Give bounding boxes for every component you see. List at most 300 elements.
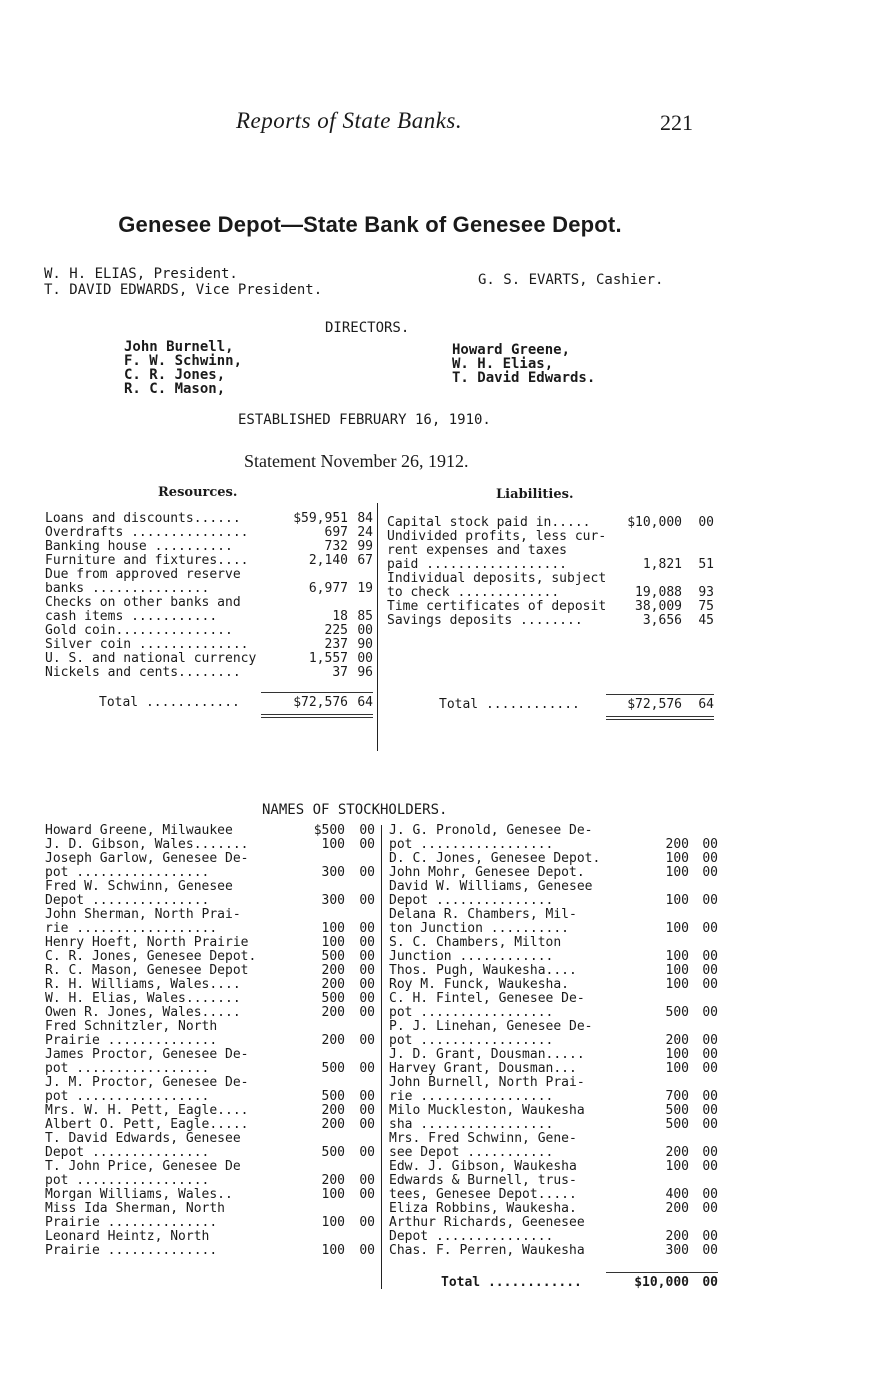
directors-heading: DIRECTORS.	[325, 320, 410, 336]
stockholder-row-cents: 00	[359, 991, 375, 1006]
stockholder-row-dollars: $500	[313, 823, 345, 838]
resource-row-dollars: 732	[324, 539, 348, 554]
stockholder-row-dollars: 100	[665, 893, 689, 908]
stockholder-row	[45, 852, 375, 866]
resource-row-cents: 99	[357, 539, 373, 554]
stockholder-row-cents: 00	[702, 949, 718, 964]
stockholder-row-dollars: 200	[321, 977, 345, 992]
stockholder-row	[45, 1090, 375, 1104]
stockholder-row	[389, 1062, 719, 1076]
liability-row-label: Capital stock paid in.....	[387, 515, 591, 530]
stockholder-row-dollars: 100	[665, 1061, 689, 1076]
resource-row-cents: 24	[357, 525, 373, 540]
resource-row-label: U. S. and national currency	[45, 651, 257, 666]
stockholder-row-cents: 00	[702, 1089, 718, 1104]
statement-date: Statement November 26, 1912.	[244, 451, 469, 471]
stockholder-row-label: pot .................	[389, 1033, 554, 1048]
director-name: W. H. Elias,	[452, 356, 554, 372]
stockholder-row	[389, 852, 719, 866]
stockholders-divider	[381, 825, 382, 1289]
stockholder-row-label: John Sherman, North Prai-	[45, 907, 241, 922]
stockholder-row-cents: 00	[359, 1061, 375, 1076]
resource-row-cents: 00	[357, 651, 373, 666]
stockholder-row-dollars: 100	[321, 1215, 345, 1230]
resource-row-label: Gold coin...............	[45, 623, 233, 638]
stockholder-row-cents: 00	[702, 1159, 718, 1174]
resource-row-label: Loans and discounts......	[45, 511, 241, 526]
stockholder-row-label: Joseph Garlow, Genesee De-	[45, 851, 249, 866]
resource-row	[45, 554, 375, 568]
director-name: T. David Edwards.	[452, 370, 596, 386]
stockholder-row-cents: 00	[359, 1145, 375, 1160]
stockholder-row-label: J. D. Grant, Dousman.....	[389, 1047, 585, 1062]
stockholder-row-label: John Mohr, Genesee Depot.	[389, 865, 585, 880]
stockholder-row-dollars: 500	[321, 1061, 345, 1076]
stockholder-row-cents: 00	[359, 921, 375, 936]
stockholder-row	[45, 992, 375, 1006]
stockholder-row-label: Mrs. W. H. Pett, Eagle....	[45, 1103, 249, 1118]
stockholder-row-cents: 00	[359, 1243, 375, 1258]
stockholder-row-cents: 00	[702, 1061, 718, 1076]
stockholder-row-dollars: 200	[665, 1229, 689, 1244]
stockholder-row-cents: 00	[359, 1187, 375, 1202]
stockholder-row-dollars: 200	[321, 1103, 345, 1118]
liability-row	[387, 530, 717, 544]
liability-row-dollars: 38,009	[635, 599, 682, 614]
stockholder-row	[45, 964, 375, 978]
resource-row	[45, 526, 375, 540]
resource-row-label: cash items ...........	[45, 609, 218, 624]
stockholder-row-label: Prairie ..............	[45, 1243, 218, 1258]
stockholder-row-label: Henry Hoeft, North Prairie	[45, 935, 249, 950]
stockholder-row-dollars: 100	[321, 1243, 345, 1258]
stockholder-row-label: ton Junction ..........	[389, 921, 570, 936]
stockholder-row-label: Howard Greene, Milwaukee	[45, 823, 233, 838]
stockholder-row-label: Thos. Pugh, Waukesha....	[389, 963, 577, 978]
stockholder-row-dollars: 300	[321, 893, 345, 908]
stockholder-row	[389, 894, 719, 908]
stockholder-row-cents: 00	[702, 837, 718, 852]
resource-row-dollars: $59,951	[293, 511, 348, 526]
stockholder-row-dollars: 500	[321, 949, 345, 964]
stockholder-row-cents: 00	[359, 1173, 375, 1188]
stockholder-row-label: rie .................	[389, 1089, 554, 1104]
resource-row-cents: 19	[357, 581, 373, 596]
stockholder-row-label: pot .................	[389, 837, 554, 852]
stockholder-row-dollars: 500	[321, 1145, 345, 1160]
stockholder-row	[389, 866, 719, 880]
director-name: Howard Greene,	[452, 342, 571, 358]
stockholder-row-label: Depot ...............	[389, 893, 554, 908]
liability-row-label: Savings deposits ........	[387, 613, 583, 628]
stockholder-row-dollars: 100	[665, 865, 689, 880]
resource-row-label: Nickels and cents........	[45, 665, 241, 680]
liability-row-cents: 45	[698, 613, 714, 628]
stockholder-row-dollars: 500	[321, 1089, 345, 1104]
stockholder-row-label: Chas. F. Perren, Waukesha	[389, 1243, 585, 1258]
stockholder-row	[389, 936, 719, 950]
total-dollars: $72,576	[293, 695, 348, 710]
stockholder-row-label: pot .................	[45, 1061, 210, 1076]
stockholder-row	[389, 1118, 719, 1132]
stockholder-row-label: T. John Price, Genesee De	[45, 1159, 241, 1174]
resource-row	[45, 666, 375, 680]
directors-left-list	[124, 340, 242, 396]
directors-right-list	[452, 343, 595, 385]
stockholder-row-label: Albert O. Pett, Eagle.....	[45, 1117, 249, 1132]
stockholder-row-cents: 00	[702, 1103, 718, 1118]
stockholder-row-cents: 00	[702, 921, 718, 936]
stockholder-row-label: tees, Genesee Depot.....	[389, 1187, 577, 1202]
resource-row	[45, 568, 375, 582]
liability-row-dollars: 19,088	[635, 585, 682, 600]
stockholder-row-dollars: 200	[321, 1005, 345, 1020]
stockholder-row	[45, 838, 375, 852]
stockholder-row-cents: 00	[359, 1117, 375, 1132]
stockholder-row-cents: 00	[359, 1033, 375, 1048]
stockholder-row	[389, 950, 719, 964]
stockholder-row	[389, 1048, 719, 1062]
stockholder-row-label: Fred W. Schwinn, Genesee	[45, 879, 233, 894]
stockholder-row	[389, 880, 719, 894]
total-cents: 64	[357, 695, 373, 710]
stockholder-row-cents: 00	[359, 977, 375, 992]
total-row	[387, 698, 717, 712]
stockholder-row-dollars: 100	[665, 963, 689, 978]
stockholder-row-label: Miss Ida Sherman, North	[45, 1201, 226, 1216]
stockholder-row-dollars: 200	[321, 1117, 345, 1132]
liability-row-label: Undivided profits, less cur-	[387, 529, 607, 544]
stockholder-row-label: Delana R. Chambers, Mil-	[389, 907, 577, 922]
stockholder-row-label: T. David Edwards, Genesee	[45, 1131, 241, 1146]
stockholder-row-label: Prairie ..............	[45, 1215, 218, 1230]
stockholder-row	[389, 838, 719, 852]
resource-row-dollars: 37	[332, 665, 348, 680]
resource-row-dollars: 225	[324, 623, 348, 638]
stockholder-row-cents: 00	[359, 1103, 375, 1118]
stockholder-row	[45, 1048, 375, 1062]
stockholder-row-cents: 00	[359, 1089, 375, 1104]
total-rule	[261, 692, 373, 693]
stockholder-row-label: Edwards & Burnell, trus-	[389, 1173, 577, 1188]
stockholder-row	[389, 1104, 719, 1118]
liability-row-label: rent expenses and taxes	[387, 543, 568, 558]
stockholder-row-label: Fred Schnitzler, North	[45, 1019, 218, 1034]
liability-row	[387, 558, 717, 572]
stockholder-row-label: John Burnell, North Prai-	[389, 1075, 585, 1090]
stockholder-row-label: Mrs. Fred Schwinn, Gene-	[389, 1131, 577, 1146]
stockholder-row-label: sha .................	[389, 1117, 554, 1132]
total-cents: 00	[702, 1275, 718, 1290]
stockholder-row-dollars: 500	[321, 991, 345, 1006]
stockholder-row-dollars: 100	[665, 1159, 689, 1174]
stockholders-heading: NAMES OF STOCKHOLDERS.	[262, 802, 448, 818]
stockholder-row-dollars: 500	[665, 1005, 689, 1020]
liability-row-cents: 51	[698, 557, 714, 572]
stockholder-row-cents: 00	[359, 893, 375, 908]
director-name: F. W. Schwinn,	[124, 353, 243, 369]
total-dollars: $72,576	[627, 697, 682, 712]
stockholder-row-cents: 00	[702, 977, 718, 992]
total-rule	[606, 694, 714, 695]
resource-row-label: Checks on other banks and	[45, 595, 241, 610]
stockholder-row	[45, 1202, 375, 1216]
stockholder-row	[389, 978, 719, 992]
resources-table	[45, 512, 375, 752]
stockholder-row-cents: 00	[359, 1215, 375, 1230]
stockholder-row-cents: 00	[359, 963, 375, 978]
liability-row-label: Individual deposits, subject	[387, 571, 607, 586]
stockholder-row-dollars: 400	[665, 1187, 689, 1202]
running-header-title: Reports of State Banks.	[236, 108, 463, 133]
resource-row	[45, 540, 375, 554]
stockholder-row	[45, 936, 375, 950]
total-cents: 64	[698, 697, 714, 712]
stockholder-row-cents: 00	[359, 1005, 375, 1020]
stockholder-row-cents: 00	[702, 1243, 718, 1258]
stockholder-row-label: J. D. Gibson, Wales.......	[45, 837, 249, 852]
total-dollars: $10,000	[634, 1275, 689, 1290]
stockholder-row-cents: 00	[702, 1229, 718, 1244]
resource-row-cents: 96	[357, 665, 373, 680]
stockholder-row	[389, 1174, 719, 1188]
stockholder-row-cents: 00	[359, 949, 375, 964]
liabilities-table	[387, 516, 717, 756]
resource-row-cents: 90	[357, 637, 373, 652]
column-divider	[377, 503, 378, 751]
liability-row-cents: 93	[698, 585, 714, 600]
total-double-rule	[261, 714, 373, 715]
stockholder-row-dollars: 500	[665, 1103, 689, 1118]
stockholder-row-cents: 00	[702, 851, 718, 866]
stockholder-row-label: Depot ...............	[45, 1145, 210, 1160]
stockholder-row-label: rie ..................	[45, 921, 218, 936]
total-label: Total ............	[439, 697, 580, 712]
resource-row-cents: 67	[357, 553, 373, 568]
stockholder-row-label: Arthur Richards, Geenesee	[389, 1215, 585, 1230]
stockholder-row-dollars: 200	[321, 1033, 345, 1048]
stockholder-row	[45, 1216, 375, 1230]
resource-row	[45, 652, 375, 666]
resources-heading: Resources.	[158, 485, 238, 500]
stockholder-row-cents: 00	[702, 963, 718, 978]
liability-row	[387, 572, 717, 586]
stockholder-row	[389, 1090, 719, 1104]
stockholder-row-label: Harvey Grant, Dousman...	[389, 1061, 577, 1076]
resource-row-dollars: 6,977	[308, 581, 348, 596]
liability-row	[387, 516, 717, 530]
stockholder-row	[389, 1146, 719, 1160]
resource-row	[45, 582, 375, 596]
stockholder-row-label: Depot ...............	[45, 893, 210, 908]
stockholder-row-cents: 00	[702, 893, 718, 908]
resource-row-cents: 00	[357, 623, 373, 638]
stockholder-row	[45, 1062, 375, 1076]
stockholders-left-table	[45, 824, 375, 1274]
resource-row	[45, 596, 375, 610]
stockholder-row-dollars: 300	[321, 865, 345, 880]
stockholder-row-cents: 00	[702, 1201, 718, 1216]
stockholder-row	[389, 1006, 719, 1020]
stockholder-row-cents: 00	[702, 865, 718, 880]
stockholder-row-dollars: 300	[665, 1243, 689, 1258]
resource-row	[45, 610, 375, 624]
resource-row	[45, 638, 375, 652]
stockholder-row-label: C. R. Jones, Genesee Depot.	[45, 949, 257, 964]
stockholder-row-label: J. G. Pronold, Genesee De-	[389, 823, 593, 838]
total-label: Total ............	[99, 695, 240, 710]
stockholder-row-dollars: 100	[321, 921, 345, 936]
resource-row-cents: 85	[357, 609, 373, 624]
stockholder-row	[45, 1118, 375, 1132]
director-name: C. R. Jones,	[124, 367, 226, 383]
stockholder-row-cents: 00	[702, 1047, 718, 1062]
stockholder-row	[45, 978, 375, 992]
stockholder-row-label: Prairie ..............	[45, 1033, 218, 1048]
liability-row-cents: 75	[698, 599, 714, 614]
stockholder-row	[45, 880, 375, 894]
liability-row	[387, 544, 717, 558]
resource-row-label: Silver coin ..............	[45, 637, 249, 652]
stockholder-row-label: pot .................	[45, 1089, 210, 1104]
stockholder-row-label: Milo Muckleston, Waukesha	[389, 1103, 585, 1118]
liability-row-label: to check .............	[387, 585, 560, 600]
total-double-rule	[261, 717, 373, 718]
stockholder-row-label: Edw. J. Gibson, Waukesha	[389, 1159, 577, 1174]
total-rule	[606, 1272, 718, 1273]
stockholder-row-dollars: 200	[665, 1201, 689, 1216]
resource-row-dollars: 1,557	[308, 651, 348, 666]
stockholder-row-label: James Proctor, Genesee De-	[45, 1047, 249, 1062]
stockholder-row	[389, 1034, 719, 1048]
stockholder-row	[389, 1132, 719, 1146]
stockholder-row	[45, 1132, 375, 1146]
stockholder-row-label: R. C. Mason, Genesee Depot	[45, 963, 249, 978]
stockholder-row-label: Depot ...............	[389, 1229, 554, 1244]
resource-row-dollars: 237	[324, 637, 348, 652]
stockholder-row-dollars: 100	[321, 837, 345, 852]
stockholder-row-dollars: 100	[665, 921, 689, 936]
stockholder-row	[389, 1076, 719, 1090]
liability-row	[387, 600, 717, 614]
stockholder-row-dollars: 100	[665, 977, 689, 992]
stockholder-row-dollars: 100	[665, 1047, 689, 1062]
stockholder-row-label: pot .................	[389, 1005, 554, 1020]
stockholder-row-label: P. J. Linehan, Genesee De-	[389, 1019, 593, 1034]
resource-row-dollars: 2,140	[308, 553, 348, 568]
stockholder-row-label: Roy M. Funck, Waukesha.	[389, 977, 570, 992]
stockholder-row-label: R. H. Williams, Wales....	[45, 977, 241, 992]
stockholder-row	[389, 1230, 719, 1244]
stockholder-row	[389, 908, 719, 922]
cashier-line: G. S. EVARTS, Cashier.	[478, 272, 664, 288]
liability-row-label: Time certificates of deposit	[387, 599, 607, 614]
resource-row-label: Due from approved reserve	[45, 567, 241, 582]
stockholder-row	[389, 1244, 719, 1258]
stockholder-row	[389, 1020, 719, 1034]
stockholder-row-label: David W. Williams, Genesee	[389, 879, 593, 894]
stockholder-row	[389, 1202, 719, 1216]
stockholder-row	[45, 1188, 375, 1202]
stockholder-row-label: Eliza Robbins, Waukesha.	[389, 1201, 577, 1216]
stockholder-row	[45, 1146, 375, 1160]
stockholder-row-cents: 00	[702, 1005, 718, 1020]
page-number: 221	[660, 110, 693, 135]
established-date: ESTABLISHED FEBRUARY 16, 1910.	[238, 412, 491, 428]
stockholder-row-cents: 00	[702, 1117, 718, 1132]
stockholder-row	[45, 1244, 375, 1258]
stockholder-row	[45, 1174, 375, 1188]
stockholder-row	[45, 866, 375, 880]
stockholder-row-label: Leonard Heintz, North	[45, 1229, 210, 1244]
resource-row-dollars: 697	[324, 525, 348, 540]
stockholder-row-label: J. M. Proctor, Genesee De-	[45, 1075, 249, 1090]
director-name: John Burnell,	[124, 339, 234, 355]
resource-row-dollars: 18	[332, 609, 348, 624]
stockholder-row	[45, 950, 375, 964]
stockholder-row-dollars: 200	[665, 837, 689, 852]
stockholder-row-label: Morgan Williams, Wales..	[45, 1187, 233, 1202]
stockholder-row-cents: 00	[359, 865, 375, 880]
stockholder-row-dollars: 200	[665, 1145, 689, 1160]
stockholder-row-cents: 00	[702, 1187, 718, 1202]
stockholder-row-dollars: 200	[665, 1033, 689, 1048]
total-label: Total ............	[441, 1275, 582, 1290]
stockholder-row-cents: 00	[359, 935, 375, 950]
stockholder-row	[389, 824, 719, 838]
total-row	[389, 1276, 719, 1290]
stockholder-row	[45, 908, 375, 922]
stockholder-row	[389, 1188, 719, 1202]
stockholder-row-dollars: 100	[665, 949, 689, 964]
stockholder-row-label: pot .................	[45, 865, 210, 880]
stockholder-row-label: Owen R. Jones, Wales.....	[45, 1005, 241, 1020]
stockholder-row-cents: 00	[702, 1145, 718, 1160]
stockholder-row	[389, 1216, 719, 1230]
stockholder-row-label: C. H. Fintel, Genesee De-	[389, 991, 585, 1006]
stockholder-row	[389, 1160, 719, 1174]
stockholder-row	[389, 964, 719, 978]
liability-row-dollars: $10,000	[627, 515, 682, 530]
stockholder-row-cents: 00	[702, 1033, 718, 1048]
stockholder-row	[45, 1006, 375, 1020]
stockholder-row-label: S. C. Chambers, Milton	[389, 935, 562, 950]
stockholder-row-dollars: 100	[665, 851, 689, 866]
total-double-rule	[606, 716, 714, 717]
stockholder-row	[45, 1104, 375, 1118]
president-line: W. H. ELIAS, President.	[44, 266, 238, 282]
resource-row-label: Overdrafts ...............	[45, 525, 249, 540]
resource-row	[45, 512, 375, 526]
stockholder-row-dollars: 100	[321, 935, 345, 950]
stockholder-row-dollars: 500	[665, 1117, 689, 1132]
bank-title: Genesee Depot—State Bank of Genesee Depot.	[118, 212, 622, 237]
stockholder-row-label: Junction ............	[389, 949, 554, 964]
stockholder-row	[389, 992, 719, 1006]
liability-row-dollars: 1,821	[642, 557, 682, 572]
stockholder-row-cents: 00	[359, 823, 375, 838]
stockholder-row	[45, 1160, 375, 1174]
stockholder-row	[45, 1076, 375, 1090]
total-double-rule	[606, 719, 714, 720]
resource-row-cents: 84	[357, 511, 373, 526]
vice-president-line: T. DAVID EDWARDS, Vice President.	[44, 282, 323, 298]
stockholder-row-label: W. H. Elias, Wales.......	[45, 991, 241, 1006]
stockholder-row-dollars: 100	[321, 1187, 345, 1202]
stockholder-row	[45, 1034, 375, 1048]
stockholder-row	[45, 922, 375, 936]
stockholder-row	[45, 1230, 375, 1244]
